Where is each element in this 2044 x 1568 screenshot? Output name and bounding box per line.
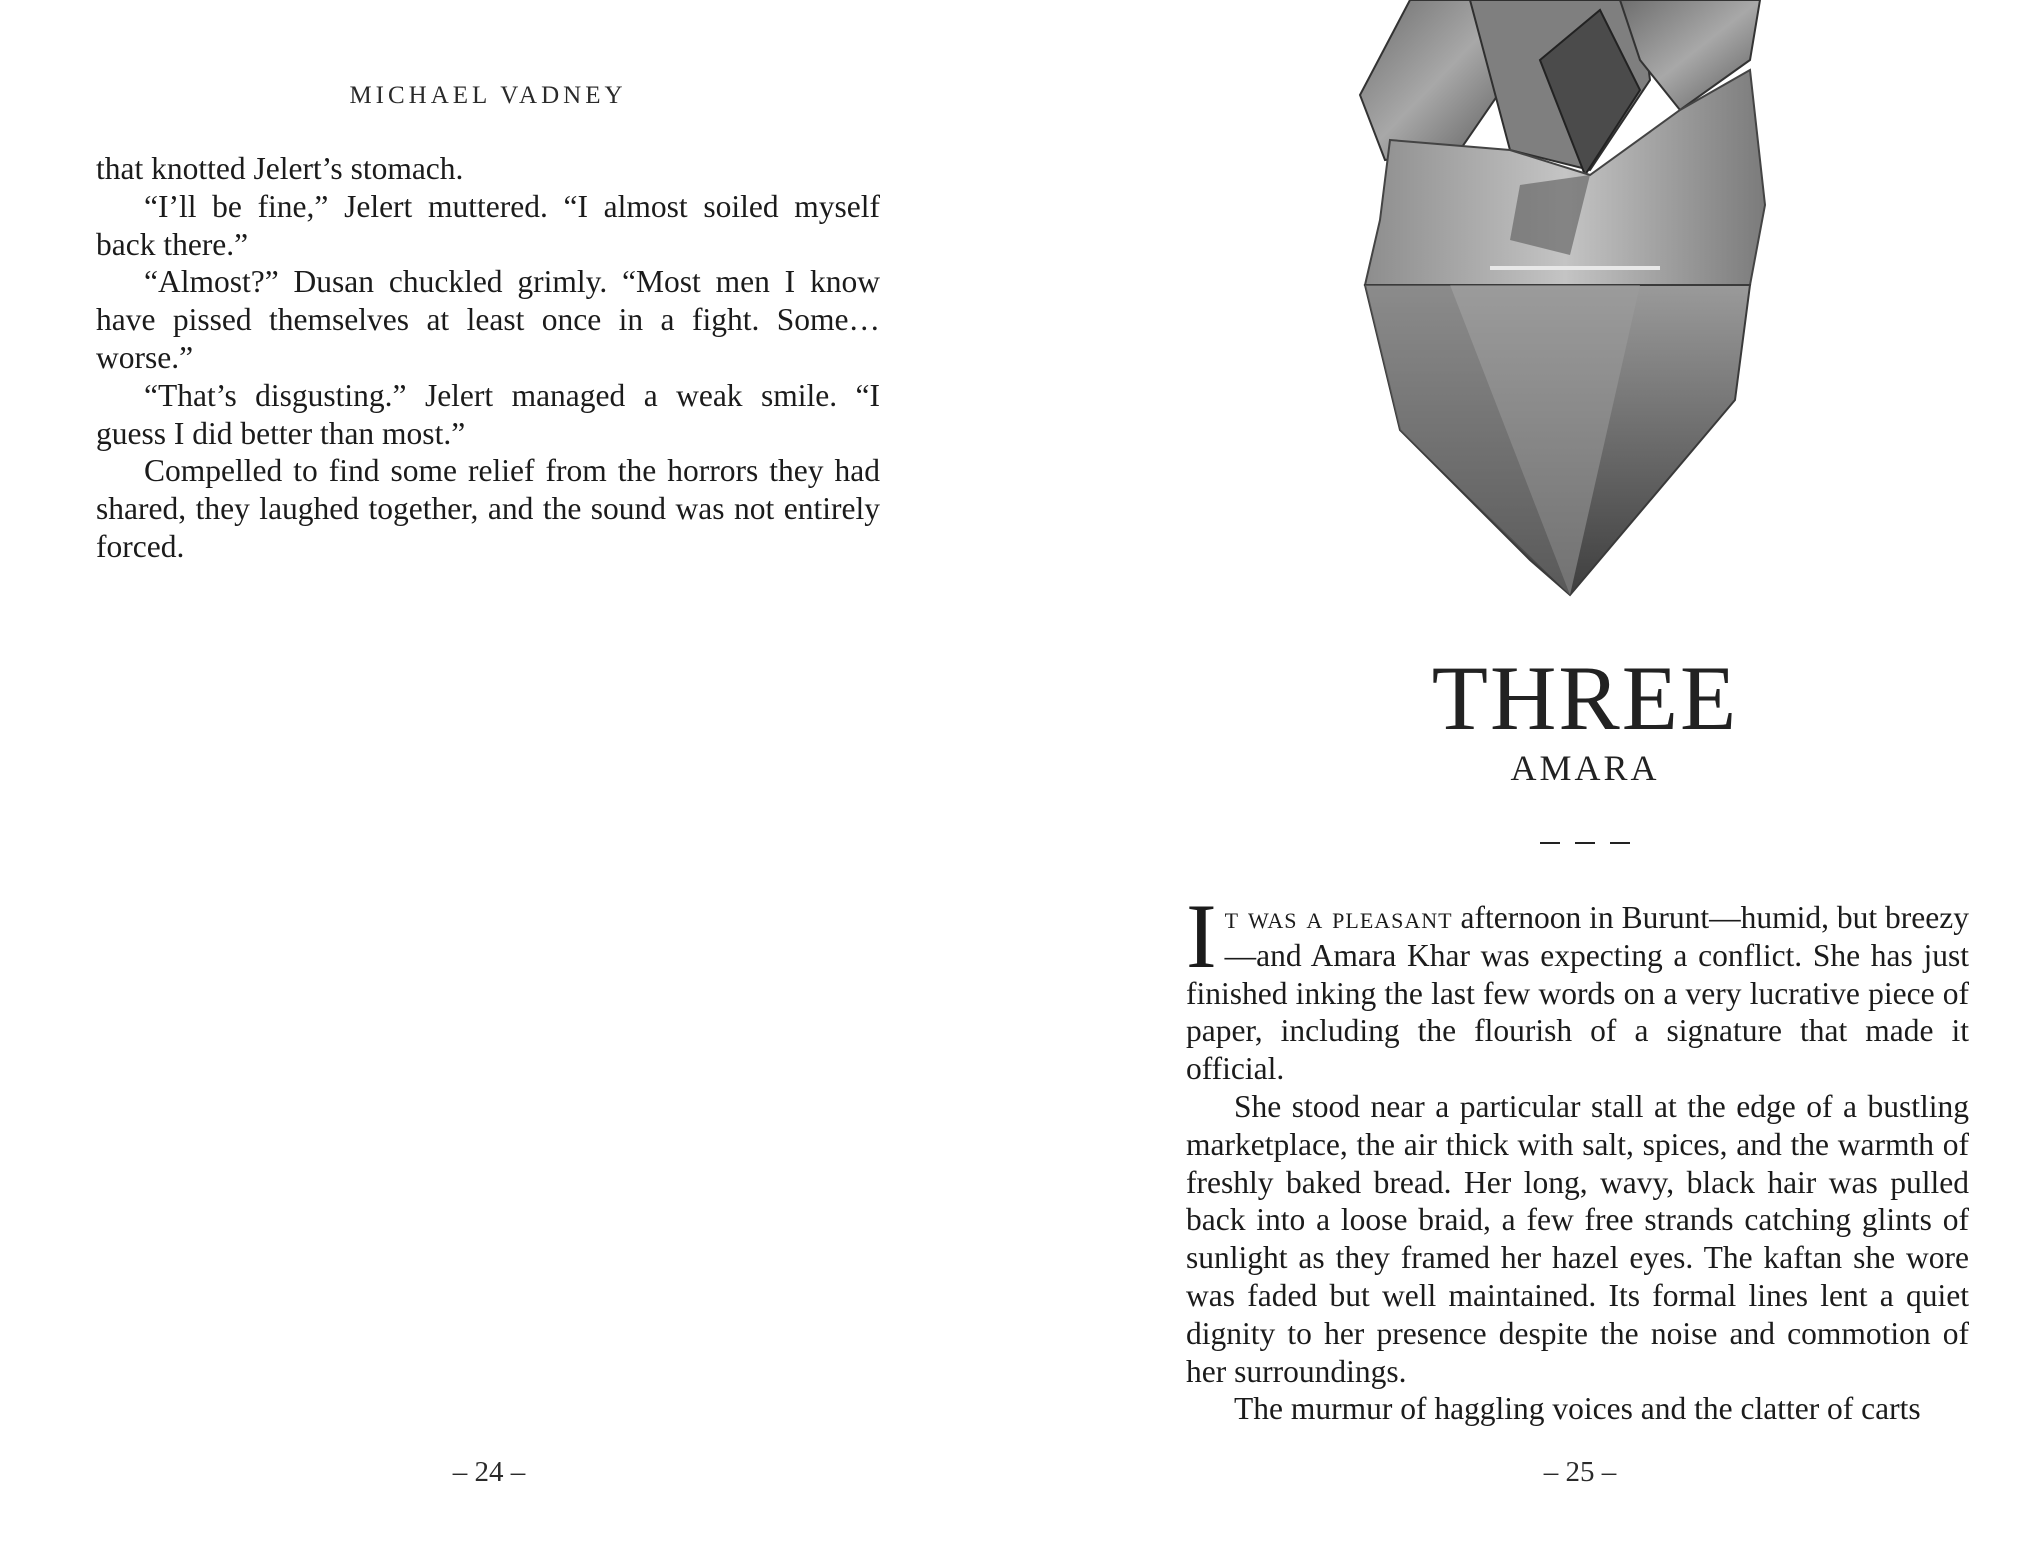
- chapter-number: THREE: [1431, 647, 1739, 749]
- paragraph: She stood near a particular stall at the edge of a bustling marketplace, the air thick with salt, spices, and the warmth of freshly baked bread. Her long, wavy, black hair was pulled back into a loose braid, a few free strands catching glints of sunlight as they framed her hazel eyes. The kaftan she wore was faded but well maintained. Its formal lines lent a quiet dignity to her presence despite the noise and commotion of her surroundings.: [1186, 1088, 1969, 1389]
- divider-dash: [1575, 842, 1595, 844]
- paragraph: “That’s disgusting.” Jelert managed a weak smile. “I guess I did better than most.”: [96, 377, 880, 451]
- crystal-illustration: [1340, 0, 1780, 610]
- paragraph: “I’ll be fine,” Jelert muttered. “I almost soiled myself back there.”: [96, 188, 880, 262]
- opening-paragraph: [1186, 885, 1969, 1088]
- page-number-right: – 25 –: [1543, 1456, 1617, 1488]
- paragraph: Compelled to find some relief from the horrors they had shared, they laughed together, and the sound was not entirely forced.: [96, 453, 880, 564]
- paragraph: that knotted Jelert’s stomach.: [96, 151, 464, 186]
- opening-small-caps: t was a pleasant: [1224, 900, 1453, 935]
- left-page-body: [96, 150, 880, 566]
- running-header: MICHAEL VADNEY: [349, 82, 627, 109]
- chapter-divider: [1540, 836, 1630, 850]
- divider-dash: [1610, 842, 1630, 844]
- drop-cap: I: [1186, 885, 1217, 987]
- right-page-body: [1186, 885, 1969, 1428]
- divider-dash: [1540, 842, 1560, 844]
- opening-text: afternoon in Burunt—humid, but breezy—and Amara Khar was expecting a conflict. She has just finished inking the last few words on a very lucrative piece of paper, including the flourish of a signature that made it official.: [1186, 900, 1969, 1087]
- paragraph: “Almost?” Dusan chuckled grimly. “Most men I know have pissed themselves at least once in a fight. Some… worse.”: [96, 264, 880, 375]
- paragraph: The murmur of haggling voices and the clatter of carts: [1234, 1391, 1921, 1427]
- chapter-name: AMARA: [1510, 748, 1660, 788]
- page-number-left: – 24 –: [452, 1456, 526, 1488]
